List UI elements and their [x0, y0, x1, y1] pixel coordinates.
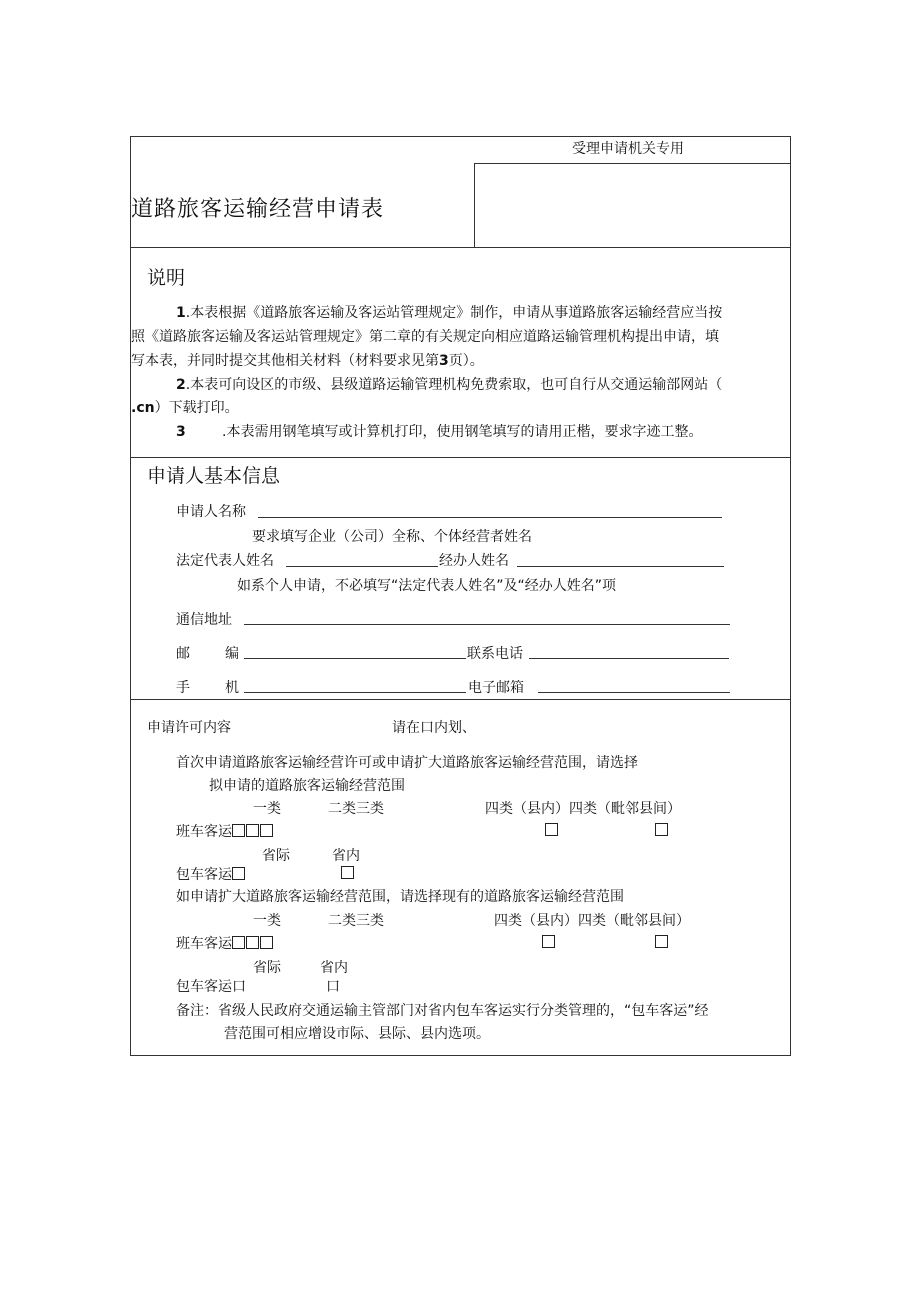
agent-label: 经办人姓名 [439, 553, 509, 569]
charter-text: 包车客运 [176, 867, 232, 883]
email-label: 电子邮箱 [468, 680, 524, 696]
note-1-text: .本表根据《道路旅客运输及客运站管理规定》制作，申请从事道路旅客运输经营应当按 [185, 305, 723, 321]
postcode-label-2: 编 [225, 646, 239, 662]
checkbox-cat3-b[interactable] [260, 936, 273, 949]
divider [474, 163, 475, 247]
note-3-number: 3 [176, 424, 186, 440]
note-2-text: .本表可向设区的市级、县级道路运输管理机构免费索取，也可自行从交通运输部网站（ [185, 377, 723, 393]
applicant-name-label: 申请人名称 [176, 504, 246, 520]
divider [474, 163, 791, 164]
checkbox-charter-interprov[interactable] [232, 867, 245, 880]
note-2-number: 2 [176, 377, 186, 393]
charter-label-b [176, 976, 246, 996]
checkbox-charter-intraprov-b[interactable]: 口 [326, 979, 340, 995]
note-2-domain: .cn [131, 400, 155, 416]
note-2-text-b: ）下载打印。 [154, 400, 239, 416]
checkbox-cat2[interactable] [246, 824, 259, 837]
divider [130, 699, 791, 700]
applicant-name-field[interactable] [258, 517, 722, 518]
note-1-text-a: 写本表，并同时提交其他相关材料（材料要求见第 [131, 353, 439, 369]
scheduled-text: 班车客运 [176, 824, 232, 840]
note-1-line-3 [131, 350, 484, 370]
form-frame [130, 136, 791, 1056]
email-field[interactable] [538, 692, 730, 693]
address-label: 通信地址 [176, 612, 232, 628]
note-1-line-2: 照《道路旅客运输及客运站管理规定》第二章的有关规定向相应道路运输管理机构提出申请，填 [131, 329, 719, 345]
agent-field[interactable] [517, 566, 724, 567]
checkbox-cat4-adjacent[interactable] [655, 823, 668, 836]
note-1-line-1 [176, 302, 722, 322]
cat23-label: 二类三类 [328, 801, 384, 817]
individual-hint: 如系个人申请，不必填写“法定代表人姓名”及“经办人姓名”项 [237, 578, 617, 594]
permit-instruction: 请在口内划、 [392, 720, 476, 736]
interprov-label: 省际 [262, 848, 290, 864]
address-field[interactable] [244, 624, 730, 625]
office-use-box[interactable] [476, 165, 789, 245]
scheduled-label [176, 821, 273, 841]
applicant-heading: 申请人基本信息 [147, 465, 281, 487]
legal-rep-label: 法定代表人姓名 [176, 553, 274, 569]
charter-text-b: 包车客运 [176, 979, 232, 995]
note-1-text-b: 页）。 [448, 353, 484, 369]
interprov-label-b: 省际 [253, 960, 281, 976]
expand-existing-text: 如申请扩大道路旅客运输经营范围，请选择现有的道路旅客运输经营范围 [176, 889, 624, 905]
scheduled-label-b [176, 933, 273, 953]
note-1-page: 3 [439, 353, 449, 369]
remark-line-2: 营范围可相应增设市际、县际、县内选项。 [224, 1026, 490, 1042]
legal-rep-field[interactable] [286, 566, 438, 567]
phone-label: 联系电话 [467, 646, 523, 662]
charter-label [176, 864, 245, 884]
scheduled-text-b: 班车客运 [176, 936, 232, 952]
cat4-label: 四类（县内）四类（毗邻县间） [485, 801, 681, 817]
checkbox-charter-interprov-b[interactable]: 口 [232, 979, 246, 995]
note-3-text: .本表需用钢笔填写或计算机打印，使用钢笔填写的请用正楷，要求字迹工整。 [222, 424, 703, 440]
cat23-label-b: 二类三类 [328, 913, 384, 929]
mobile-field[interactable] [244, 692, 466, 693]
checkbox-cat4-county[interactable] [545, 823, 558, 836]
mobile-label-2: 机 [225, 680, 239, 696]
notes-heading: 说明 [147, 267, 186, 289]
checkbox-cat2-b[interactable] [246, 936, 259, 949]
note-2-line-1 [176, 374, 722, 394]
postcode-label-1: 邮 [176, 646, 190, 662]
remark-line-1: 备注：省级人民政府交通运输主管部门对省内包车客运实行分类管理的，“包车客运”经 [176, 1003, 709, 1019]
checkbox-cat4-adjacent-b[interactable] [655, 935, 668, 948]
checkbox-cat4-county-b[interactable] [542, 935, 555, 948]
page-title: 道路旅客运输经营申请表 [131, 197, 385, 222]
checkbox-charter-intraprov[interactable] [341, 866, 354, 879]
permit-heading: 申请许可内容 [147, 720, 231, 736]
office-use-label: 受理申请机关专用 [572, 141, 684, 157]
divider [130, 457, 791, 458]
intraprov-label: 省内 [332, 848, 360, 864]
proposed-scope-text: 拟申请的道路旅客运输经营范围 [209, 778, 405, 794]
note-1-number: 1 [176, 305, 186, 321]
phone-field[interactable] [529, 658, 729, 659]
note-3-line [176, 421, 702, 441]
checkbox-cat3[interactable] [260, 824, 273, 837]
cat1-label-b: 一类 [253, 913, 281, 929]
applicant-name-hint: 要求填写企业（公司）全称、个体经营者姓名 [252, 529, 532, 545]
cat4-label-b: 四类（县内）四类（毗邻县间） [494, 913, 690, 929]
note-2-line-2 [131, 397, 239, 417]
checkbox-cat1[interactable] [232, 824, 245, 837]
intraprov-label-b: 省内 [320, 960, 348, 976]
checkbox-cat1-b[interactable] [232, 936, 245, 949]
postcode-field[interactable] [244, 658, 466, 659]
first-or-expand-text: 首次申请道路旅客运输经营许可或申请扩大道路旅客运输经营范围，请选择 [176, 755, 638, 771]
cat1-label: 一类 [253, 801, 281, 817]
mobile-label-1: 手 [176, 680, 190, 696]
divider [130, 247, 791, 248]
